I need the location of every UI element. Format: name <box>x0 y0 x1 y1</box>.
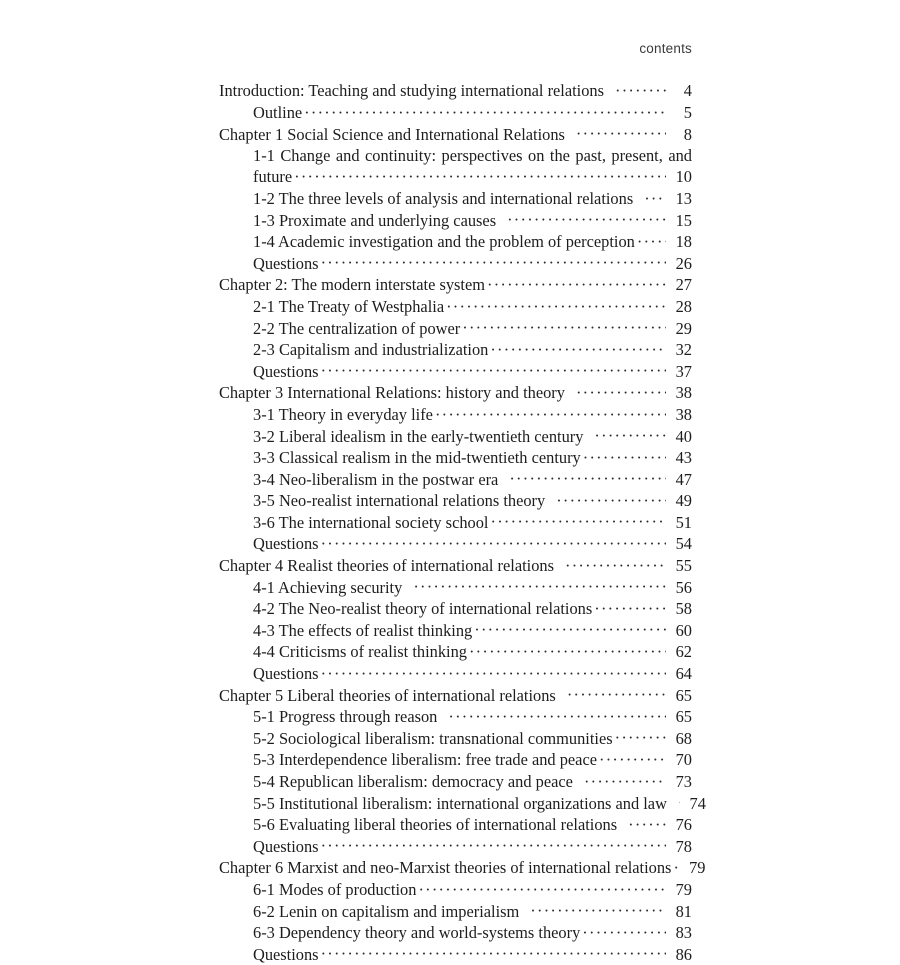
dot-leader <box>561 555 666 571</box>
dot-leader <box>444 706 666 722</box>
toc-entry-title-tail: future <box>253 167 293 187</box>
toc-entry-title: Outline <box>253 102 303 122</box>
toc-page-number: 78 <box>675 836 692 856</box>
toc-entry[interactable] <box>219 555 692 577</box>
toc-page-number: 49 <box>675 491 692 511</box>
dot-leader <box>418 879 666 895</box>
toc-entry-title: Questions <box>253 534 319 554</box>
table-of-contents <box>219 80 706 965</box>
toc-page-number: 10 <box>675 167 692 187</box>
dot-leader <box>304 102 666 118</box>
toc-page-number: 58 <box>675 599 692 619</box>
toc-entry[interactable] <box>219 792 706 814</box>
toc-entry-title: 2-1 The Treaty of Westphalia <box>253 296 445 316</box>
toc-entry[interactable] <box>219 252 692 274</box>
toc-entry[interactable] <box>219 619 692 641</box>
toc-page-number: 4 <box>683 81 692 101</box>
toc-entry[interactable] <box>219 879 692 901</box>
toc-page-number: 15 <box>675 210 692 230</box>
toc-entry-title: 6-1 Modes of production <box>253 879 417 899</box>
dot-leader <box>674 792 680 808</box>
toc-entry-title: 3-6 The international society school <box>253 512 489 532</box>
toc-entry[interactable] <box>219 684 692 706</box>
dot-leader <box>462 317 666 333</box>
toc-page-number: 43 <box>675 448 692 468</box>
toc-entry-title: Chapter 6 Marxist and neo-Marxist theories of international relations <box>219 858 672 878</box>
dot-leader <box>583 447 666 463</box>
dot-leader <box>599 749 666 765</box>
toc-entry-title: 6-3 Dependency theory and world-systems theory <box>253 923 581 943</box>
dot-leader <box>572 123 666 139</box>
toc-entry-title: 3-5 Neo-realist international relations theory <box>253 491 546 511</box>
toc-entry-title: 5-1 Progress through reason <box>253 707 438 727</box>
toc-page-number: 79 <box>675 879 692 899</box>
toc-entry-title: 3-3 Classical realism in the mid-twentieth century <box>253 448 581 468</box>
dot-leader <box>590 425 666 441</box>
toc-entry[interactable] <box>219 922 692 944</box>
dot-leader <box>594 598 666 614</box>
toc-entry[interactable] <box>219 339 692 361</box>
dot-leader <box>321 663 666 679</box>
toc-entry-title: 4-2 The Neo-realist theory of international relations <box>253 599 593 619</box>
toc-entry-title: Questions <box>253 361 319 381</box>
toc-page-number: 47 <box>675 469 692 489</box>
toc-entry-title: Chapter 1 Social Science and International Relations <box>219 124 565 144</box>
toc-entry[interactable] <box>219 468 692 490</box>
toc-entry-title: 5-6 Evaluating liberal theories of international relations <box>253 815 618 835</box>
toc-page-number: 26 <box>675 253 692 273</box>
dot-leader <box>409 576 666 592</box>
toc-page-number: 13 <box>675 188 692 208</box>
toc-entry-title: 4-1 Achieving security <box>253 577 403 597</box>
dot-leader <box>294 166 666 182</box>
toc-page-number: 5 <box>683 102 692 122</box>
toc-entry-title: 4-4 Criticisms of realist thinking <box>253 642 467 662</box>
dot-leader <box>580 771 666 787</box>
dot-leader <box>526 900 666 916</box>
toc-entry-title: Questions <box>253 664 319 684</box>
dot-leader <box>321 252 666 268</box>
toc-page-number: 73 <box>675 772 692 791</box>
toc-entry-title: 2-2 The centralization of power <box>253 318 461 338</box>
toc-page-number: 62 <box>675 642 692 662</box>
dot-leader <box>624 814 666 830</box>
toc-entry-title: 5-2 Sociological liberalism: transnational communities <box>253 728 613 748</box>
toc-entry-title: 3-1 Theory in everyday life <box>253 404 433 424</box>
toc-entry[interactable] <box>219 533 692 555</box>
dot-leader <box>321 360 666 376</box>
toc-entry[interactable] <box>219 598 692 620</box>
toc-entry[interactable] <box>219 771 692 793</box>
dot-leader <box>321 835 666 851</box>
toc-page-number: 32 <box>675 340 692 360</box>
toc-entry-title: Chapter 3 International Relations: history and theory <box>219 383 565 403</box>
toc-entry[interactable] <box>219 231 692 253</box>
toc-entry[interactable] <box>219 727 692 749</box>
toc-entry[interactable] <box>219 404 692 426</box>
toc-entry-title: Questions <box>253 253 319 273</box>
toc-entry-title: Chapter 5 Liberal theories of international relations <box>219 685 556 705</box>
toc-entry[interactable] <box>219 425 692 447</box>
dot-leader <box>615 727 666 743</box>
toc-entry-title: 3-4 Neo-liberalism in the postwar era <box>253 469 499 489</box>
toc-page-number: 28 <box>675 296 692 316</box>
toc-entry[interactable] <box>219 490 692 512</box>
dot-leader <box>487 274 666 290</box>
dot-leader <box>490 339 666 355</box>
toc-page-number: 70 <box>675 750 692 770</box>
toc-page-number: 68 <box>675 728 692 748</box>
dot-leader <box>321 533 666 549</box>
toc-entry[interactable] <box>219 900 692 922</box>
dot-leader <box>490 511 666 527</box>
dot-leader <box>503 209 666 225</box>
toc-entry[interactable] <box>219 145 692 188</box>
toc-page-number: 56 <box>675 577 692 597</box>
toc-page-number: 40 <box>675 426 692 446</box>
toc-page-number: 83 <box>675 923 692 943</box>
toc-page-number: 64 <box>675 664 692 684</box>
toc-entry-title: Introduction: Teaching and studying international relations <box>219 81 605 101</box>
toc-page-number: 55 <box>675 556 692 576</box>
toc-page-number: 54 <box>675 534 692 554</box>
toc-entry[interactable] <box>219 274 692 296</box>
toc-entry-title: 1-1 Change and continuity: perspectives on the past, present, and <box>253 145 692 165</box>
toc-entry[interactable] <box>219 382 692 404</box>
toc-page-number: 65 <box>675 707 692 727</box>
dot-leader <box>446 296 666 312</box>
toc-page-number: 27 <box>675 275 692 295</box>
toc-page-number: 60 <box>675 620 692 640</box>
toc-entry-title: 1-3 Proximate and underlying causes <box>253 210 497 230</box>
dot-leader <box>611 80 666 96</box>
toc-page-number: 18 <box>675 232 692 252</box>
toc-entry[interactable] <box>219 835 692 857</box>
toc-entry[interactable] <box>219 317 692 339</box>
toc-page-number: 79 <box>689 858 706 878</box>
toc-entry[interactable] <box>219 706 692 728</box>
toc-page-number: 65 <box>675 685 692 705</box>
toc-page-number: 81 <box>675 901 692 921</box>
dot-leader <box>572 382 666 398</box>
toc-entry[interactable] <box>219 943 692 965</box>
toc-entry[interactable] <box>219 123 692 145</box>
toc-entry-title: 5-3 Interdependence liberalism: free trade and peace <box>253 750 598 770</box>
toc-page-number: 51 <box>675 512 692 532</box>
dot-leader <box>552 490 666 506</box>
toc-entry-title: 2-3 Capitalism and industrialization <box>253 340 489 360</box>
toc-entry[interactable] <box>219 857 706 879</box>
running-head: contents <box>639 41 692 56</box>
toc-entry-title: Chapter 4 Realist theories of international relations <box>219 556 554 576</box>
toc-entry[interactable] <box>219 576 692 598</box>
toc-entry-title: 5-4 Republican liberalism: democracy and peace <box>253 772 573 791</box>
dot-leader <box>582 922 666 938</box>
toc-page-number: 29 <box>675 318 692 338</box>
dot-leader <box>474 619 666 635</box>
dot-leader <box>640 188 666 204</box>
toc-entry-title: 1-2 The three levels of analysis and international relations <box>253 188 634 208</box>
toc-entry-title: Questions <box>253 944 319 964</box>
dot-leader <box>637 231 666 247</box>
toc-entry[interactable] <box>219 749 692 771</box>
toc-entry[interactable] <box>219 663 692 685</box>
toc-page-number: 37 <box>675 361 692 381</box>
toc-entry-title: 4-3 The effects of realist thinking <box>253 620 473 640</box>
toc-page-number: 74 <box>689 793 706 813</box>
toc-entry-title: 1-4 Academic investigation and the problem of perception <box>253 232 635 252</box>
toc-entry[interactable] <box>219 102 692 124</box>
toc-entry[interactable] <box>219 447 692 469</box>
toc-entry[interactable] <box>219 360 692 382</box>
toc-page-number: 86 <box>675 944 692 964</box>
toc-entry-title: 3-2 Liberal idealism in the early-twentieth century <box>253 426 584 446</box>
toc-entry[interactable] <box>219 188 692 210</box>
toc-page-number: 38 <box>675 404 692 424</box>
toc-entry-title: Questions <box>253 836 319 856</box>
toc-entry[interactable] <box>219 80 692 102</box>
toc-entry[interactable] <box>219 296 692 318</box>
dot-leader <box>505 468 666 484</box>
toc-entry-title: 5-5 Institutional liberalism: international organizations and law <box>253 793 667 813</box>
toc-entry-title: Chapter 2: The modern interstate system <box>219 275 485 295</box>
toc-entry[interactable] <box>219 814 692 836</box>
dot-leader <box>435 404 666 420</box>
toc-page-number: 76 <box>675 815 692 835</box>
toc-page-number: 8 <box>683 124 692 144</box>
dot-leader <box>321 943 666 959</box>
dot-leader <box>673 857 679 873</box>
dot-leader <box>469 641 666 657</box>
toc-entry[interactable] <box>219 209 692 231</box>
toc-entry[interactable] <box>219 641 692 663</box>
toc-entry[interactable] <box>219 511 692 533</box>
dot-leader <box>563 684 666 700</box>
toc-page-number: 38 <box>675 383 692 403</box>
toc-entry-title: 6-2 Lenin on capitalism and imperialism <box>253 901 520 921</box>
toc-entry-title-continued <box>253 166 692 188</box>
